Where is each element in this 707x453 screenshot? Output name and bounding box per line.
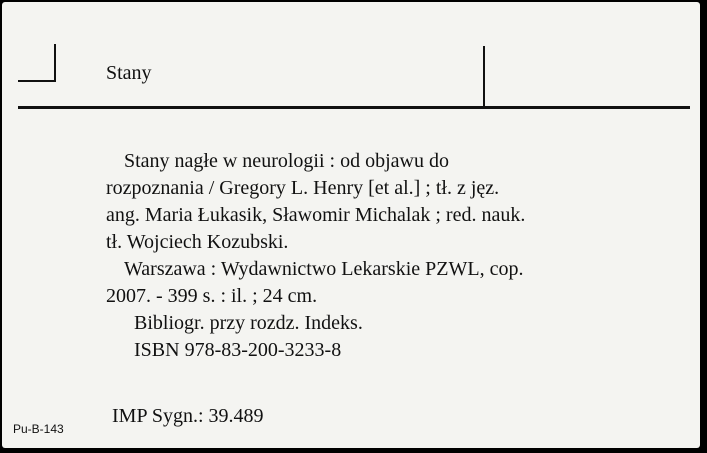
imprint-line-2: 2007. - 399 s. : il. ; 24 cm. — [106, 285, 318, 307]
title-line-4: tł. Wojciech Kozubski. — [106, 231, 289, 253]
top-rule — [18, 106, 690, 109]
corner-mark-vertical — [54, 44, 56, 82]
title-line-2: rozpoznania / Gregory L. Henry [et al.] ; tł. z jęz. — [106, 177, 500, 199]
title-line-3: ang. Maria Łukasik, Sławomir Michalak ; red. nauk. — [106, 204, 526, 226]
isbn-line: ISBN 978-83-200-3233-8 — [134, 339, 342, 361]
corner-mark-horizontal — [18, 80, 56, 82]
card-heading: Stany — [106, 62, 152, 84]
call-number: IMP Sygn.: 39.489 — [112, 405, 264, 427]
card-code: Pu-B-143 — [13, 422, 64, 436]
notes-line: Bibliogr. przy rozdz. Indeks. — [134, 312, 363, 334]
catalog-card — [2, 2, 700, 448]
heading-divider — [483, 46, 485, 108]
title-line-1: Stany nagłe w neurologii : od objawu do — [124, 150, 449, 172]
imprint-line-1: Warszawa : Wydawnictwo Lekarskie PZWL, cop. — [124, 258, 524, 280]
bibliographic-description — [106, 148, 696, 364]
